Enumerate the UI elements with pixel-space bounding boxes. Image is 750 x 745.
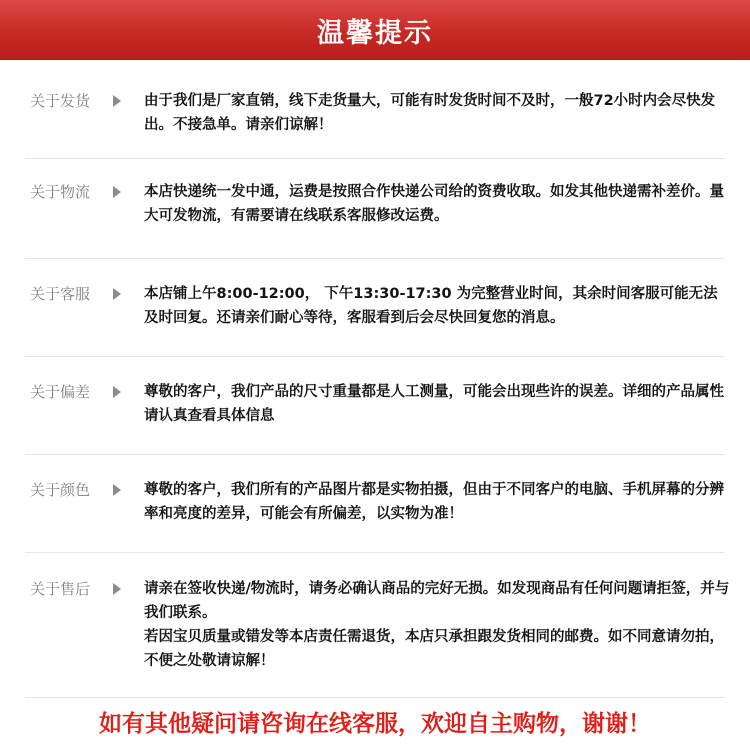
notice-text: [144, 380, 730, 428]
notice-line: 由于我们是厂家直销，线下走货量大，可能有时发货时间不及时，一般72小时内会尽快发出。不接急单。请亲们谅解！: [144, 93, 716, 133]
notice-line: 若因宝贝质量或错发等本店责任需退货，本店只承担跟发货相同的邮费。如不同意请勿拍，不便之处敬请谅解！: [144, 629, 724, 669]
arrow-right-icon: [113, 95, 121, 107]
notice-text: [144, 180, 730, 228]
arrow-right-icon: [113, 484, 121, 496]
notice-label: 关于客服: [30, 285, 91, 303]
arrow-right-icon: [113, 386, 121, 398]
divider: [25, 356, 725, 357]
notice-label: 关于颜色: [30, 481, 91, 499]
notice-text: [144, 577, 730, 673]
notice-text: [144, 282, 730, 330]
notice-line: 本店快递统一发中通，运费是按照合作快递公司给的资费收取。如发其他快递需补差价。量大可发物流，有需要请在线联系客服修改运费。: [144, 184, 724, 224]
divider: [25, 258, 725, 259]
divider: [25, 158, 725, 159]
divider: [25, 552, 725, 553]
notice-label: 关于售后: [30, 580, 91, 598]
notice-header: [0, 0, 750, 60]
notice-text: [144, 89, 730, 137]
footer-text: 如有其他疑问请咨询在线客服，欢迎自主购物，谢谢！: [99, 710, 651, 737]
notice-label: 关于发货: [30, 92, 91, 110]
notice-line: 请亲在签收快递/物流时，请务必确认商品的完好无损。如发现商品有任何问题请拒签，并与我们联系。: [144, 581, 730, 621]
page-title: 温馨提示: [317, 17, 433, 49]
footer: [0, 697, 750, 745]
notice-label: 关于偏差: [30, 383, 91, 401]
divider: [25, 454, 725, 455]
notice-line: 本店铺上午8:00-12:00， 下午13:30-17:30 为完整营业时间，其余时间客服可能无法及时回复。还请亲们耐心等待，客服看到后会尽快回复您的消息。: [144, 286, 718, 326]
arrow-right-icon: [113, 288, 121, 300]
arrow-right-icon: [113, 186, 121, 198]
arrow-right-icon: [113, 583, 121, 595]
notice-text: [144, 478, 730, 526]
notice-label: 关于物流: [30, 183, 91, 201]
notice-line: 尊敬的客户，我们所有的产品图片都是实物拍摄，但由于不同客户的电脑、手机屏幕的分辨率和亮度的差异，可能会有所偏差，以实物为准！: [144, 482, 724, 522]
notice-line: 尊敬的客户，我们产品的尺寸重量都是人工测量，可能会出现些许的误差。详细的产品属性请认真查看具体信息: [144, 384, 724, 424]
